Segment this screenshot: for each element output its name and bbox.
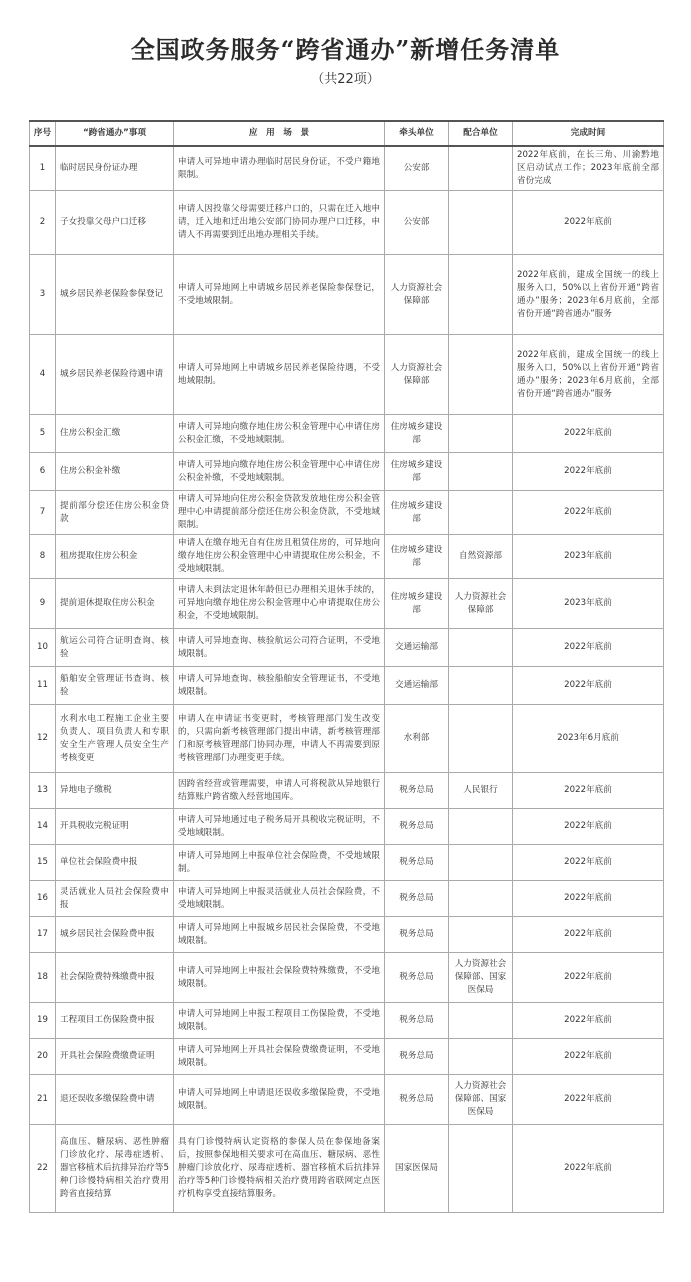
row-lead-unit: 税务总局 — [385, 1039, 449, 1075]
row-number: 7 — [30, 491, 56, 535]
row-coop-unit — [449, 146, 513, 191]
row-deadline: 2022年底前 — [513, 629, 664, 667]
row-number: 3 — [30, 255, 56, 335]
row-scene: 申请人可异地网上申请城乡居民养老保险待遇，不受地域限制。 — [174, 335, 385, 415]
row-deadline: 2022年底前 — [513, 191, 664, 255]
row-item: 灵活就业人员社会保险费申报 — [56, 881, 174, 917]
row-deadline: 2023年底前 — [513, 535, 664, 579]
task-table — [29, 120, 664, 1213]
row-lead-unit: 税务总局 — [385, 809, 449, 845]
row-number: 22 — [30, 1125, 56, 1213]
row-item: 社会保险费特殊缴费申报 — [56, 953, 174, 1003]
table-row — [30, 1003, 664, 1039]
row-item: 船舶安全管理证书查询、核验 — [56, 667, 174, 705]
row-item: 提前退休提取住房公积金 — [56, 579, 174, 629]
row-number: 9 — [30, 579, 56, 629]
row-lead-unit: 税务总局 — [385, 773, 449, 809]
row-number: 11 — [30, 667, 56, 705]
row-scene: 申请人可异地网上申请退还误收多缴保险费，不受地域限制。 — [174, 1075, 385, 1125]
row-scene: 申请人在缴存地无自有住房且租赁住房的，可异地向缴存地住房公积金管理中心申请提取住房公积金，不受地域限制。 — [174, 535, 385, 579]
row-item: 提前部分偿还住房公积金贷款 — [56, 491, 174, 535]
row-number: 2 — [30, 191, 56, 255]
row-deadline: 2022年底前，建成全国统一的线上服务入口，50%以上省份开通“跨省通办”服务；2023年6月底前，全部省份开通“跨省通办”服务 — [513, 335, 664, 415]
row-deadline: 2022年底前 — [513, 667, 664, 705]
row-number: 12 — [30, 705, 56, 773]
row-coop-unit — [449, 629, 513, 667]
row-deadline: 2022年底前 — [513, 491, 664, 535]
row-item: 航运公司符合证明查询、核验 — [56, 629, 174, 667]
row-coop-unit — [449, 1125, 513, 1213]
row-item: 临时居民身份证办理 — [56, 146, 174, 191]
row-deadline: 2022年底前，在长三角、川渝黔地区启动试点工作；2023年底前全部省份完成 — [513, 146, 664, 191]
row-item: 租房提取住房公积金 — [56, 535, 174, 579]
row-coop-unit — [449, 845, 513, 881]
row-deadline: 2022年底前 — [513, 917, 664, 953]
row-item: 城乡居民养老保险待遇申请 — [56, 335, 174, 415]
row-number: 15 — [30, 845, 56, 881]
row-coop-unit — [449, 1003, 513, 1039]
row-number: 4 — [30, 335, 56, 415]
table-row — [30, 453, 664, 491]
table-row — [30, 191, 664, 255]
row-coop-unit — [449, 667, 513, 705]
row-number: 19 — [30, 1003, 56, 1039]
row-coop-unit: 人力资源社会保障部、国家医保局 — [449, 1075, 513, 1125]
table-row — [30, 705, 664, 773]
row-deadline: 2022年底前 — [513, 1003, 664, 1039]
row-item: 退还误收多缴保险费申请 — [56, 1075, 174, 1125]
table-row — [30, 1039, 664, 1075]
row-scene: 申请人可异地向缴存地住房公积金管理中心申请住房公积金补缴，不受地域限制。 — [174, 453, 385, 491]
row-scene: 申请人可异地网上开具社会保险费缴费证明，不受地域限制。 — [174, 1039, 385, 1075]
row-deadline: 2022年底前 — [513, 953, 664, 1003]
table-row — [30, 335, 664, 415]
row-deadline: 2022年底前 — [513, 1075, 664, 1125]
row-item: 开具税收完税证明 — [56, 809, 174, 845]
row-lead-unit: 税务总局 — [385, 953, 449, 1003]
row-scene: 申请人可异地网上申报单位社会保险费，不受地域限制。 — [174, 845, 385, 881]
row-number: 14 — [30, 809, 56, 845]
row-item: 子女投靠父母户口迁移 — [56, 191, 174, 255]
row-number: 1 — [30, 146, 56, 191]
table-row — [30, 579, 664, 629]
row-lead-unit: 住房城乡建设部 — [385, 453, 449, 491]
row-deadline: 2022年底前 — [513, 1125, 664, 1213]
row-item: 住房公积金补缴 — [56, 453, 174, 491]
row-coop-unit: 自然资源部 — [449, 535, 513, 579]
row-item: 城乡居民养老保险参保登记 — [56, 255, 174, 335]
row-item: 开具社会保险费缴费证明 — [56, 1039, 174, 1075]
table-row — [30, 1075, 664, 1125]
row-lead-unit: 住房城乡建设部 — [385, 491, 449, 535]
row-scene: 申请人可异地网上申报工程项目工伤保险费，不受地域限制。 — [174, 1003, 385, 1039]
row-lead-unit: 人力资源社会保障部 — [385, 335, 449, 415]
row-scene: 因跨省经营或管理需要，申请人可将税款从异地银行结算账户跨省缴入经营地国库。 — [174, 773, 385, 809]
row-scene: 申请人可异地向住房公积金贷款发放地住房公积金管理中心申请提前部分偿还住房公积金贷款，不受地域限制。 — [174, 491, 385, 535]
row-scene: 申请人可异地向缴存地住房公积金管理中心申请住房公积金汇缴，不受地域限制。 — [174, 415, 385, 453]
row-coop-unit — [449, 415, 513, 453]
row-scene: 申请人因投靠父母需要迁移户口的，只需在迁入地申请，迁入地和迁出地公安部门协同办理户口迁移，申请人不再需要到迁出地办理相关手续。 — [174, 191, 385, 255]
row-coop-unit — [449, 1039, 513, 1075]
row-deadline: 2022年底前 — [513, 881, 664, 917]
table-row — [30, 491, 664, 535]
table-row — [30, 881, 664, 917]
row-lead-unit: 交通运输部 — [385, 667, 449, 705]
row-scene: 具有门诊慢特病认定资格的参保人员在参保地备案后，按照参保地相关要求可在高血压、糖尿病、恶性肿瘤门诊放化疗、尿毒症透析、器官移植术后抗排异治疗等5种门诊慢特病相关治疗费用跨省联网定点医疗机构享受直接结算服务。 — [174, 1125, 385, 1213]
header-scene: 应 用 场 景 — [174, 121, 385, 146]
row-scene: 申请人可异地网上申报灵活就业人员社会保险费，不受地域限制。 — [174, 881, 385, 917]
row-coop-unit — [449, 191, 513, 255]
row-item: 单位社会保险费申报 — [56, 845, 174, 881]
row-deadline: 2022年底前 — [513, 415, 664, 453]
table-row — [30, 809, 664, 845]
row-number: 13 — [30, 773, 56, 809]
row-deadline: 2022年底前 — [513, 845, 664, 881]
table-body — [30, 146, 664, 1213]
row-item: 工程项目工伤保险费申报 — [56, 1003, 174, 1039]
header-coop: 配合单位 — [449, 121, 513, 146]
row-number: 17 — [30, 917, 56, 953]
row-lead-unit: 税务总局 — [385, 881, 449, 917]
row-lead-unit: 公安部 — [385, 191, 449, 255]
row-lead-unit: 国家医保局 — [385, 1125, 449, 1213]
row-deadline: 2022年底前，建成全国统一的线上服务入口，50%以上省份开通“跨省通办”服务；2023年6月底前，全部省份开通“跨省通办”服务 — [513, 255, 664, 335]
row-item: 住房公积金汇缴 — [56, 415, 174, 453]
table-row — [30, 415, 664, 453]
row-number: 5 — [30, 415, 56, 453]
header-no: 序号 — [30, 121, 56, 146]
row-coop-unit — [449, 705, 513, 773]
row-scene: 申请人可异地查询、核验船舶安全管理证书，不受地域限制。 — [174, 667, 385, 705]
row-number: 18 — [30, 953, 56, 1003]
header-item: “跨省通办”事项 — [56, 121, 174, 146]
row-lead-unit: 税务总局 — [385, 1075, 449, 1125]
row-number: 10 — [30, 629, 56, 667]
table-row — [30, 953, 664, 1003]
row-item: 水利水电工程施工企业主要负责人、项目负责人和专职安全生产管理人员安全生产考核变更 — [56, 705, 174, 773]
row-lead-unit: 住房城乡建设部 — [385, 535, 449, 579]
row-scene: 申请人可异地查询、核验航运公司符合证明，不受地域限制。 — [174, 629, 385, 667]
row-number: 20 — [30, 1039, 56, 1075]
table-row — [30, 146, 664, 191]
row-scene: 申请人可异地网上申报城乡居民社会保险费，不受地域限制。 — [174, 917, 385, 953]
row-coop-unit — [449, 491, 513, 535]
row-item: 城乡居民社会保险费申报 — [56, 917, 174, 953]
row-item: 高血压、糖尿病、恶性肿瘤门诊放化疗、尿毒症透析、器官移植术后抗排异治疗等5种门诊慢特病相关治疗费用跨省直接结算 — [56, 1125, 174, 1213]
table-row — [30, 845, 664, 881]
row-number: 8 — [30, 535, 56, 579]
document-subtitle: （共22项） — [311, 72, 380, 87]
header-lead: 牵头单位 — [385, 121, 449, 146]
row-coop-unit: 人民银行 — [449, 773, 513, 809]
row-scene: 申请人在申请证书变更时，考核管理部门发生改变的，只需向新考核管理部门提出申请，新考核管理部门和原考核管理部门协同办理，申请人不再需要到原考核管理部门办理变更手续。 — [174, 705, 385, 773]
row-deadline: 2022年底前 — [513, 773, 664, 809]
row-deadline: 2023年底前 — [513, 579, 664, 629]
row-deadline: 2022年底前 — [513, 1039, 664, 1075]
row-lead-unit: 水利部 — [385, 705, 449, 773]
row-lead-unit: 住房城乡建设部 — [385, 579, 449, 629]
row-number: 16 — [30, 881, 56, 917]
row-coop-unit — [449, 335, 513, 415]
row-lead-unit: 税务总局 — [385, 1003, 449, 1039]
row-coop-unit: 人力资源社会保障部 — [449, 579, 513, 629]
row-coop-unit — [449, 917, 513, 953]
row-scene: 申请人可异地申请办理临时居民身份证，不受户籍地限制。 — [174, 146, 385, 191]
row-coop-unit — [449, 453, 513, 491]
table-row — [30, 629, 664, 667]
row-lead-unit: 住房城乡建设部 — [385, 415, 449, 453]
row-lead-unit: 税务总局 — [385, 845, 449, 881]
row-deadline: 2023年6月底前 — [513, 705, 664, 773]
row-scene: 申请人未到法定退休年龄但已办理相关退休手续的，可异地向缴存地住房公积金管理中心申请提取住房公积金，不受地域限制。 — [174, 579, 385, 629]
row-deadline: 2022年底前 — [513, 453, 664, 491]
table-row — [30, 917, 664, 953]
row-coop-unit — [449, 255, 513, 335]
table-row — [30, 255, 664, 335]
document-title: 全国政务服务“跨省通办”新增任务清单 — [130, 35, 561, 64]
table-row — [30, 667, 664, 705]
row-coop-unit — [449, 809, 513, 845]
row-lead-unit: 税务总局 — [385, 917, 449, 953]
table-header-row — [30, 121, 664, 146]
table-row — [30, 773, 664, 809]
row-number: 6 — [30, 453, 56, 491]
table-row — [30, 535, 664, 579]
row-scene: 申请人可异地通过电子税务局开具税收完税证明，不受地域限制。 — [174, 809, 385, 845]
row-lead-unit: 交通运输部 — [385, 629, 449, 667]
row-item: 异地电子缴税 — [56, 773, 174, 809]
row-scene: 申请人可异地网上申请城乡居民养老保险参保登记，不受地域限制。 — [174, 255, 385, 335]
row-coop-unit — [449, 881, 513, 917]
row-number: 21 — [30, 1075, 56, 1125]
row-coop-unit: 人力资源社会保障部、国家医保局 — [449, 953, 513, 1003]
table-row — [30, 1125, 664, 1213]
header-time: 完成时间 — [513, 121, 664, 146]
row-deadline: 2022年底前 — [513, 809, 664, 845]
row-scene: 申请人可异地网上申报社会保险费特殊缴费，不受地域限制。 — [174, 953, 385, 1003]
row-lead-unit: 人力资源社会保障部 — [385, 255, 449, 335]
row-lead-unit: 公安部 — [385, 146, 449, 191]
